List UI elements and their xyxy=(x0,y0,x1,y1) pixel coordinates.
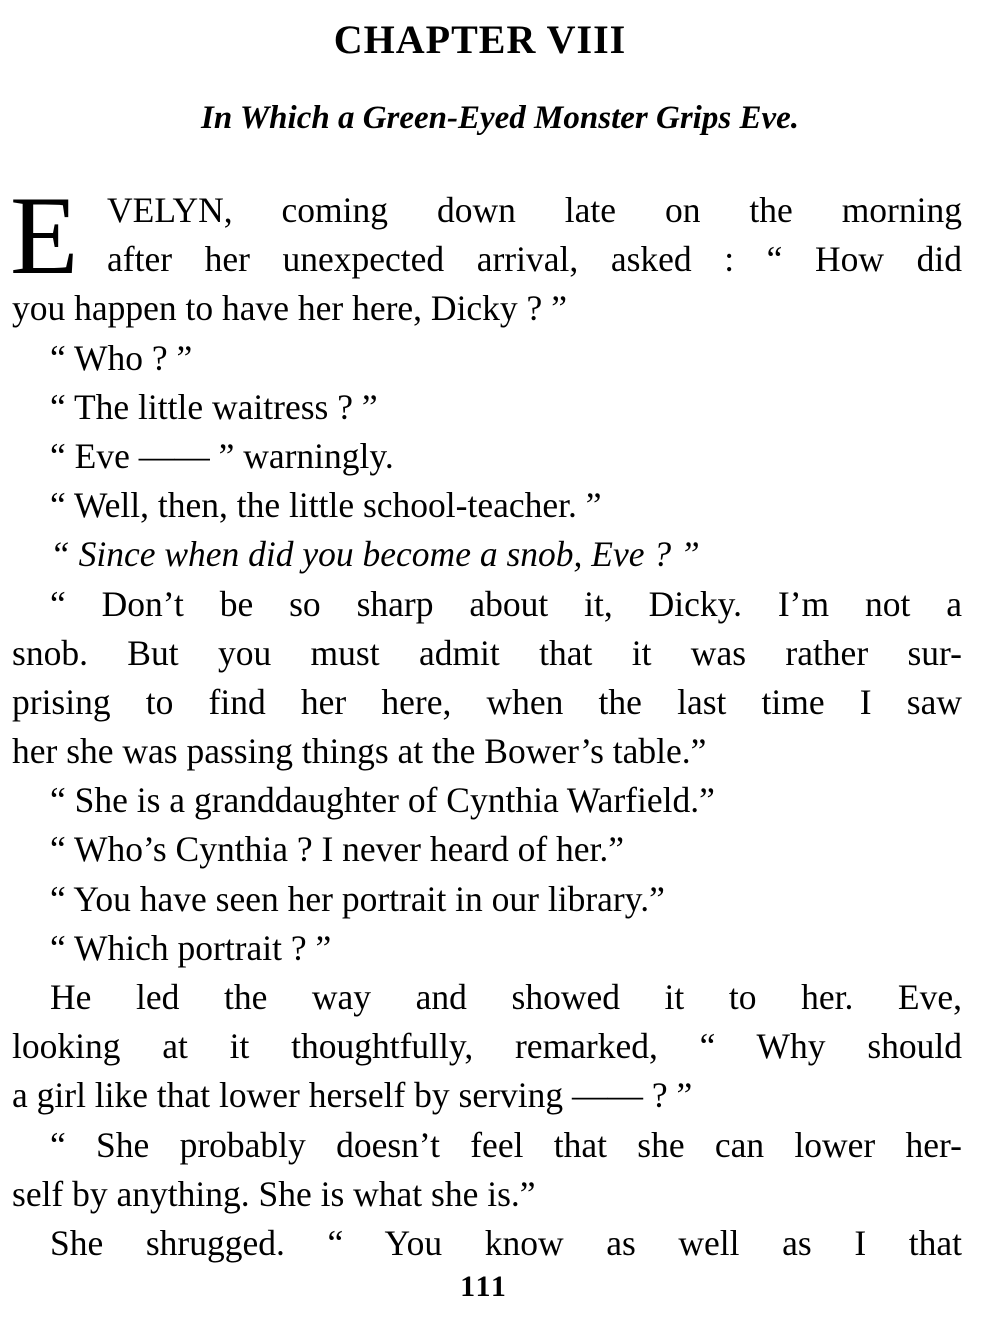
text-line: her she was passing things at the Bower’s table.” xyxy=(12,731,707,772)
text-line: VELYN, coming down late on the morning xyxy=(107,190,962,230)
text-line: a girl like that lower herself by serving —— ? ” xyxy=(12,1075,693,1116)
text-line: “ The little waitress ? ” xyxy=(50,386,378,427)
text-line: “ Who’s Cynthia ? I never heard of her.” xyxy=(50,829,625,870)
text-line: “ She probably doesn’t feel that she can lower her- xyxy=(50,1124,962,1165)
text-line: self by anything. She is what she is.” xyxy=(12,1173,536,1214)
text-line: “ Who ? ” xyxy=(50,337,193,378)
text-line: “ Well, then, the little school-teacher. ” xyxy=(50,485,602,526)
text-line: “ Eve —— ” warningly. xyxy=(50,435,394,476)
text-line: “ She is a granddaughter of Cynthia Warfield.” xyxy=(50,780,715,821)
text-line: “ Which portrait ? ” xyxy=(50,927,332,968)
text-line: “ Since when did you become a snob, Eve ? ” xyxy=(50,534,700,575)
text-line: looking at it thoughtfully, remarked, “ Why should xyxy=(12,1026,962,1067)
text-line: She shrugged. “ You know as well as I that xyxy=(50,1222,962,1263)
text-line: “ You have seen her portrait in our library.” xyxy=(50,878,665,919)
text-line: after her unexpected arrival, asked : “ How did xyxy=(107,239,962,280)
text-line: snob. But you must admit that it was rather sur- xyxy=(12,632,962,673)
text-line: prising to find her here, when the last time I saw xyxy=(12,681,962,722)
drop-cap: E xyxy=(10,174,79,298)
text-line: “ Don’t be so sharp about it, Dicky. I’m not a xyxy=(50,583,962,624)
text-line: He led the way and showed it to her. Eve, xyxy=(50,977,962,1017)
page-number: 111 xyxy=(460,1270,508,1303)
chapter-heading: CHAPTER VIII xyxy=(333,17,627,62)
chapter-subtitle: In Which a Green-Eyed Monster Grips Eve. xyxy=(200,100,799,136)
body-text xyxy=(10,174,962,1268)
text-line: you happen to have her here, Dicky ? ” xyxy=(12,288,567,329)
